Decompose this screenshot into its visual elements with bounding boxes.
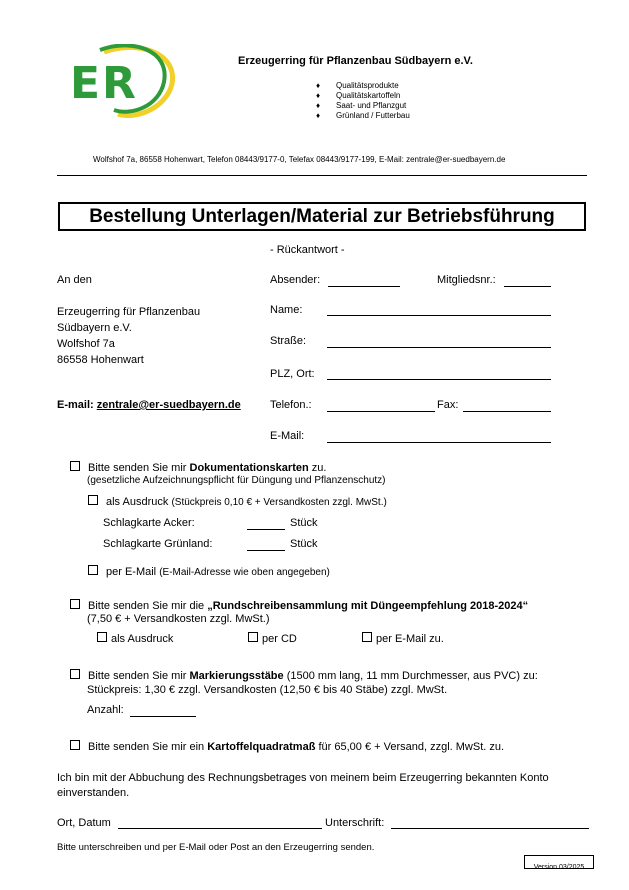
rundschreiben-opt-email: per E-Mail zu. [362, 632, 444, 645]
page-title-box [58, 202, 586, 231]
ort-datum-label: Ort, Datum [57, 817, 111, 829]
footer-note: Bitte unterschreiben und per E-Mail oder Post an den Erzeugerring senden. [57, 842, 375, 853]
markierungsstaebe-checkbox[interactable] [70, 669, 80, 679]
fax-label: Fax: [437, 399, 459, 411]
subtitle: - Rückantwort - [270, 244, 345, 256]
mitgliedsnr-label: Mitgliedsnr.: [437, 274, 496, 286]
address-line-3: Wolfshof 7a [57, 338, 115, 350]
telefon-field[interactable] [327, 411, 435, 412]
doc-cards-checkbox[interactable] [70, 461, 80, 471]
doc-cards-note: (gesetzliche Aufzeichnungspflicht für Düngung und Pflanzenschutz) [87, 475, 386, 486]
opt-email-checkbox[interactable] [362, 632, 372, 642]
recipient-heading: An den [57, 274, 92, 286]
unterschrift-label: Unterschrift: [325, 817, 385, 829]
acker-quantity-field[interactable] [247, 529, 285, 530]
email-field[interactable] [327, 442, 551, 443]
address-line-2: Südbayern e.V. [57, 322, 132, 334]
email-checkbox[interactable] [88, 565, 98, 575]
anzahl-label: Anzahl: [87, 704, 124, 716]
name-label: Name: [270, 304, 303, 316]
strasse-field[interactable] [327, 347, 551, 348]
absender-field[interactable] [328, 286, 400, 287]
email-label: E-mail: [57, 399, 94, 411]
gruenland-unit: Stück [290, 538, 318, 550]
address-line: Wolfshof 7a, 86558 Hohenwart, Telefon 08443/9177-0, Telefax 08443/9177-199, E-Mail: zentrale@er-suedbayern.de [93, 155, 506, 164]
email-link[interactable]: zentrale@er-suedbayern.de [96, 399, 241, 411]
order-markierungsstaebe: Bitte senden Sie mir Markierungsstäbe (1500 mm lang, 11 mm Durchmesser, aus PVC) zu: [70, 669, 538, 682]
rundschreiben-opt-cd: per CD [248, 632, 297, 645]
list-item: ♦ Qualitätskartoffeln [316, 91, 401, 100]
kartoffel-checkbox[interactable] [70, 740, 80, 750]
ort-datum-field[interactable] [118, 828, 322, 829]
plz-ort-field[interactable] [327, 379, 551, 380]
header-divider [57, 175, 587, 176]
address-line-1: Erzeugerring für Pflanzenbau [57, 306, 201, 318]
org-name: Erzeugerring für Pflanzenbau Südbayern e.V. [238, 55, 473, 67]
name-field[interactable] [327, 315, 551, 316]
rundschreiben-checkbox[interactable] [70, 599, 80, 609]
list-item: ♦ Grünland / Futterbau [316, 111, 410, 120]
schlagkarte-acker-label: Schlagkarte Acker: [103, 517, 195, 529]
version-label: Version 03/2025 [533, 864, 585, 871]
consent-line-1: Ich bin mit der Abbuchung des Rechnungsbetrages von meinem beim Erzeugerring bekannten Konto [57, 772, 549, 784]
logo [66, 44, 178, 120]
schlagkarte-gruenland-label: Schlagkarte Grünland: [103, 538, 213, 550]
list-item: ♦ Saat- und Pflanzgut [316, 101, 407, 110]
order-rundschreiben: Bitte senden Sie mir die „Rundschreibensammlung mit Düngeempfehlung 2018-2024“ [70, 599, 528, 612]
address-line-4: 86558 Hohenwart [57, 354, 144, 366]
plz-ort-label: PLZ, Ort: [270, 368, 315, 380]
doc-cards-email-option: per E-Mail (E-Mail-Adresse wie oben angegeben) [88, 565, 330, 578]
consent-text [57, 771, 549, 801]
gruenland-quantity-field[interactable] [247, 550, 285, 551]
rundschreiben-opt-print: als Ausdruck [97, 632, 173, 645]
rundschreiben-price: (7,50 € + Versandkosten zzgl. MwSt.) [87, 613, 270, 625]
anzahl-field[interactable] [130, 716, 196, 717]
version-box [524, 855, 594, 869]
order-kartoffelquadratmass: Bitte senden Sie mir ein Kartoffelquadratmaß für 65,00 € + Versand, zzgl. MwSt. zu. [70, 740, 504, 753]
telefon-label: Telefon.: [270, 399, 312, 411]
print-checkbox[interactable] [88, 495, 98, 505]
list-item: ♦ Qualitätsprodukte [316, 81, 399, 90]
opt-cd-checkbox[interactable] [248, 632, 258, 642]
acker-unit: Stück [290, 517, 318, 529]
absender-label: Absender: [270, 274, 321, 286]
page-title: Bestellung Unterlagen/Material zur Betriebsführung [89, 206, 555, 227]
mitgliedsnr-field[interactable] [504, 286, 551, 287]
markierungsstaebe-price: Stückpreis: 1,30 € zzgl. Versandkosten (12,50 € bis 40 Stäbe) zzgl. MwSt. [87, 684, 448, 696]
consent-line-2: einverstanden. [57, 787, 130, 799]
recipient-email [57, 399, 241, 411]
signature-field[interactable] [391, 828, 589, 829]
recipient-address [57, 304, 200, 368]
order-doc-cards: Bitte senden Sie mir Dokumentationskarten zu. [70, 461, 326, 474]
fax-field[interactable] [463, 411, 551, 412]
opt-print-checkbox[interactable] [97, 632, 107, 642]
logo-text: ER [70, 58, 138, 109]
bullet-list [316, 81, 410, 121]
doc-cards-print-option: als Ausdruck (Stückpreis 0,10 € + Versandkosten zzgl. MwSt.) [88, 495, 387, 508]
strasse-label: Straße: [270, 335, 307, 347]
email-field-label: E-Mail: [270, 430, 305, 442]
